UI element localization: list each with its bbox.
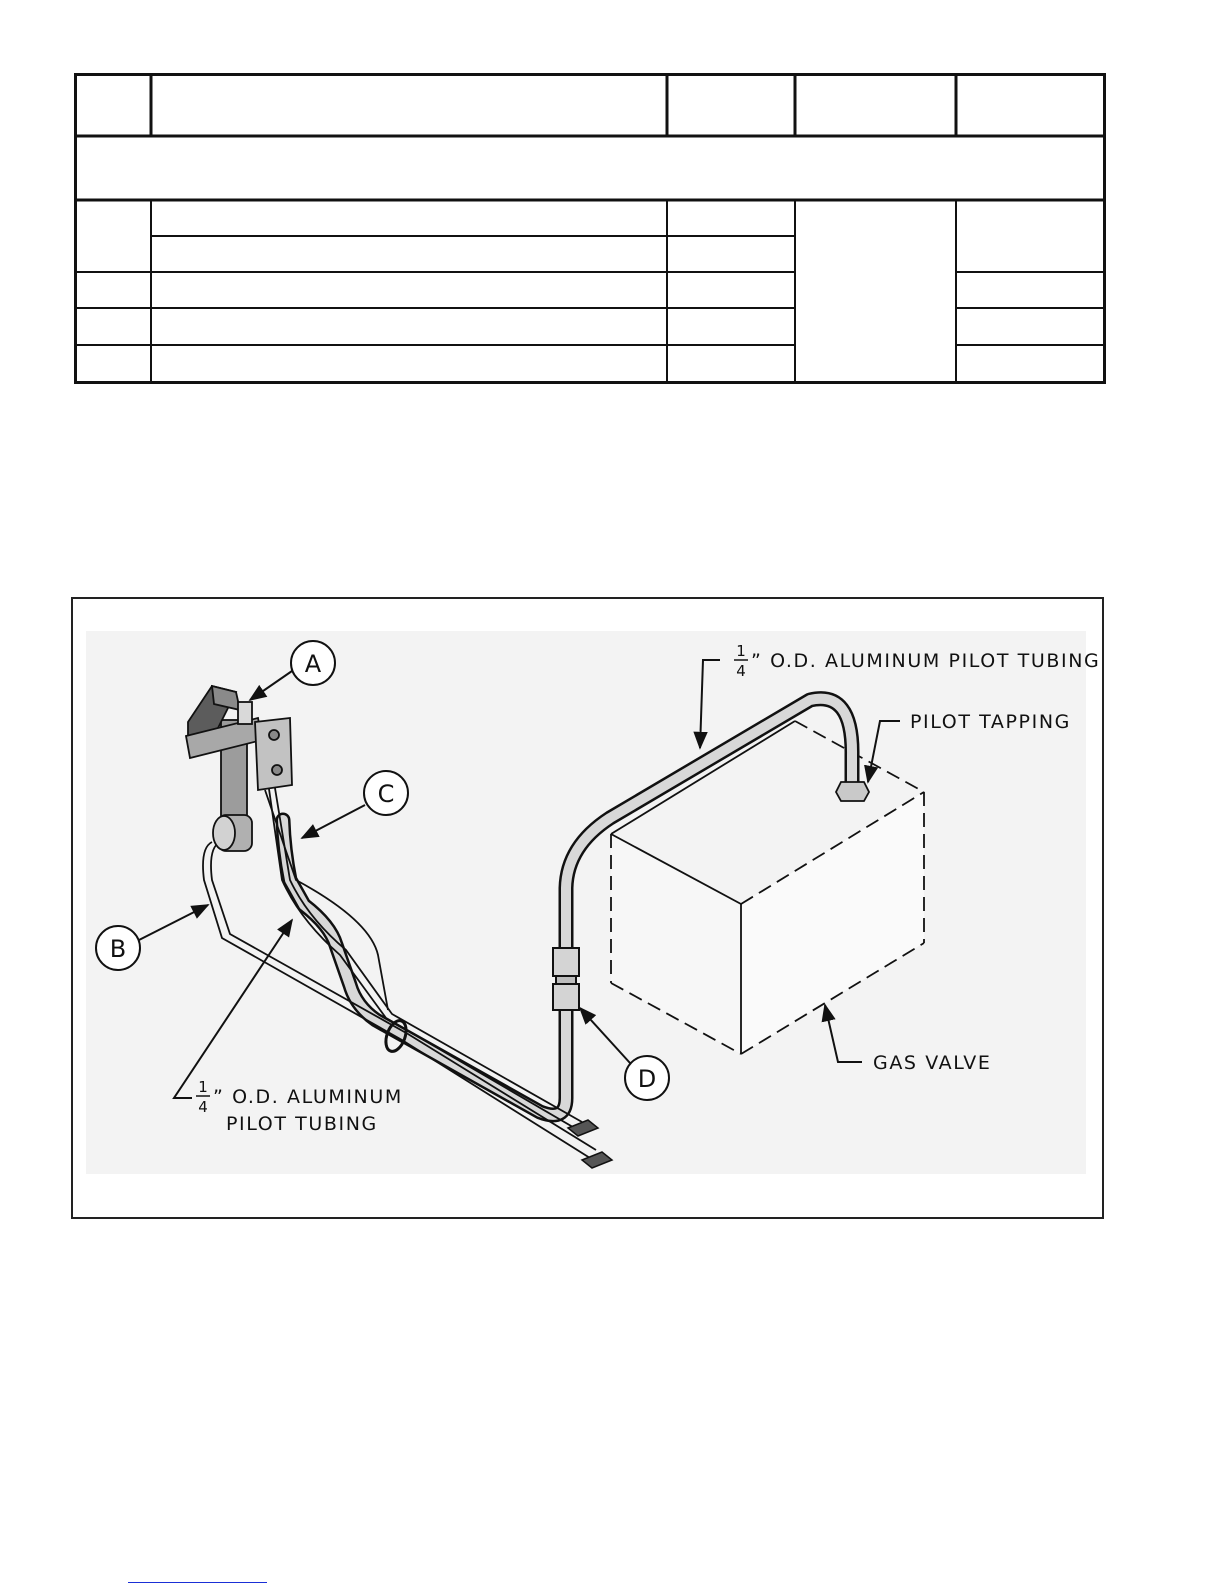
callout-a: [250, 641, 335, 700]
callout-d-letter: D: [637, 1065, 657, 1093]
callout-b-letter: B: [109, 935, 127, 963]
callout-d: [580, 1008, 669, 1100]
compression-union: [553, 948, 579, 1010]
pilot-tubing-lower: [283, 820, 566, 1115]
top-tubing-text: ” O.D. ALUMINUM PILOT TUBING: [751, 650, 1101, 672]
bottom-tubing-line1: ” O.D. ALUMINUM: [213, 1086, 403, 1108]
callout-b: [96, 905, 208, 970]
callout-c: [302, 771, 408, 838]
footer-link-underline[interactable]: [128, 1582, 267, 1583]
gas-valve-box: [611, 721, 924, 1054]
label-bottom-tubing: [174, 920, 403, 1135]
callout-c-letter: C: [377, 780, 395, 808]
pilot-tapping-nut: [836, 782, 869, 801]
callout-a-letter: A: [304, 650, 322, 678]
label-gas-valve: [825, 1005, 992, 1074]
bottom-tubing-fraction-numerator: 1: [198, 1078, 208, 1096]
top-tubing-fraction-denominator: 4: [736, 662, 746, 680]
bottom-tubing-line2: PILOT TUBING: [226, 1113, 378, 1135]
gas-valve-text: GAS VALVE: [873, 1052, 992, 1074]
pilot-tapping-text: PILOT TAPPING: [910, 711, 1071, 733]
bottom-tubing-fraction-denominator: 4: [198, 1098, 208, 1116]
wire-terminals: [568, 1120, 612, 1168]
top-tubing-fraction-numerator: 1: [736, 642, 746, 660]
label-pilot-tapping: [868, 711, 1071, 782]
